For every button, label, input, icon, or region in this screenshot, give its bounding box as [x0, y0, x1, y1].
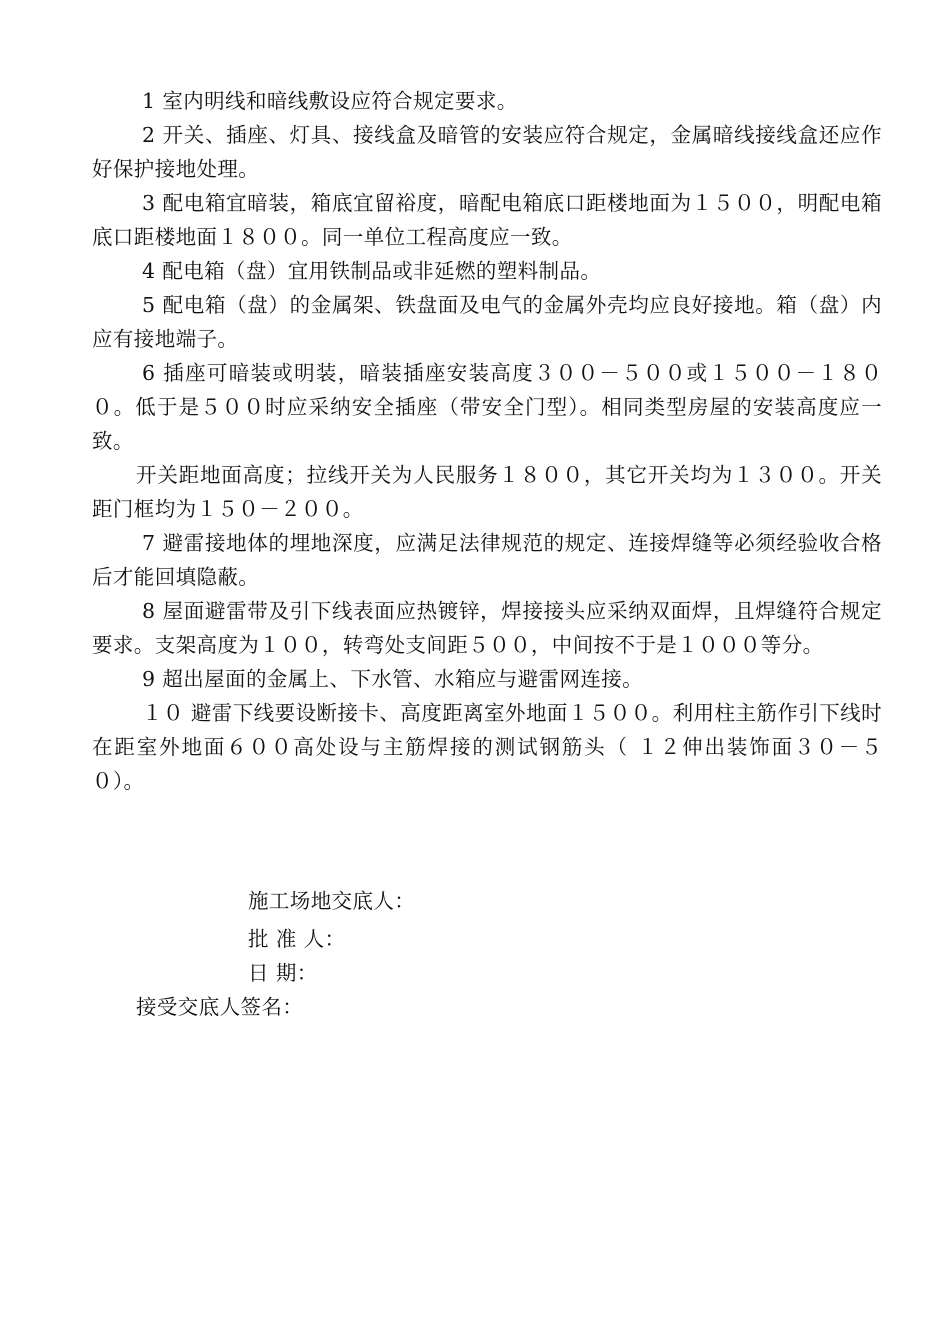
date-label: 日 期： — [248, 961, 318, 985]
clause-6: 6 插座可暗装或明装，暗装插座安装高度３００－５００或１５００－１８００。低于是５００时应采纳安全插座（带安全门型）。相同类型房屋的安装高度应一致。 — [92, 361, 882, 453]
clause-8: 8 屋面避雷带及引下线表面应热镀锌，焊接接头应采纳双面焊，且焊缝符合规定要求。支架高度为１００，转弯处支间距５００，中间按不于是１０００等分。 — [92, 599, 882, 657]
clause-3: 3 配电箱宜暗装，箱底宜留裕度，暗配电箱底口距楼地面为１５００，明配电箱底口距楼地面１８００。同一单位工程高度应一致。 — [92, 191, 882, 249]
clause-7: 7 避雷接地体的埋地深度，应满足法律规范的规定、连接焊缝等必须经验收合格后才能回填隐蔽。 — [92, 531, 882, 589]
clause-5: 5 配电箱（盘）的金属架、铁盘面及电气的金属外壳均应良好接地。箱（盘）内应有接地端子。 — [92, 293, 882, 351]
approver-signature-label: 批 准 人： — [248, 927, 346, 951]
recipient-signature-label: 接受交底人签名： — [136, 995, 304, 1019]
clause-10: １０ 避雷下线要设断接卡、高度距离室外地面１５００。利用柱主筋作引下线时在距室外地面６００高处设与主筋焊接的测试钢筋头（ １２伸出装饰面３０－５０）。 — [92, 701, 882, 793]
clause-9: 9 超出屋面的金属上、下水管、水箱应与避雷网连接。 — [142, 667, 644, 691]
clause-6-switch-height: 开关距地面高度；拉线开关为人民服务１８００，其它开关均为１３００。开关距门框均为１５０－２００。 — [92, 463, 882, 521]
site-handover-signature-label: 施工场地交底人： — [248, 889, 416, 913]
clause-4: 4 配电箱（盘）宜用铁制品或非延燃的塑料制品。 — [142, 259, 602, 283]
clause-1: 1 室内明线和暗线敷设应符合规定要求。 — [142, 89, 518, 113]
document-body — [92, 84, 882, 798]
clause-2: 2 开关、插座、灯具、接线盒及暗管的安装应符合规定，金属暗线接线盒还应作好保护接地处理。 — [92, 123, 882, 181]
